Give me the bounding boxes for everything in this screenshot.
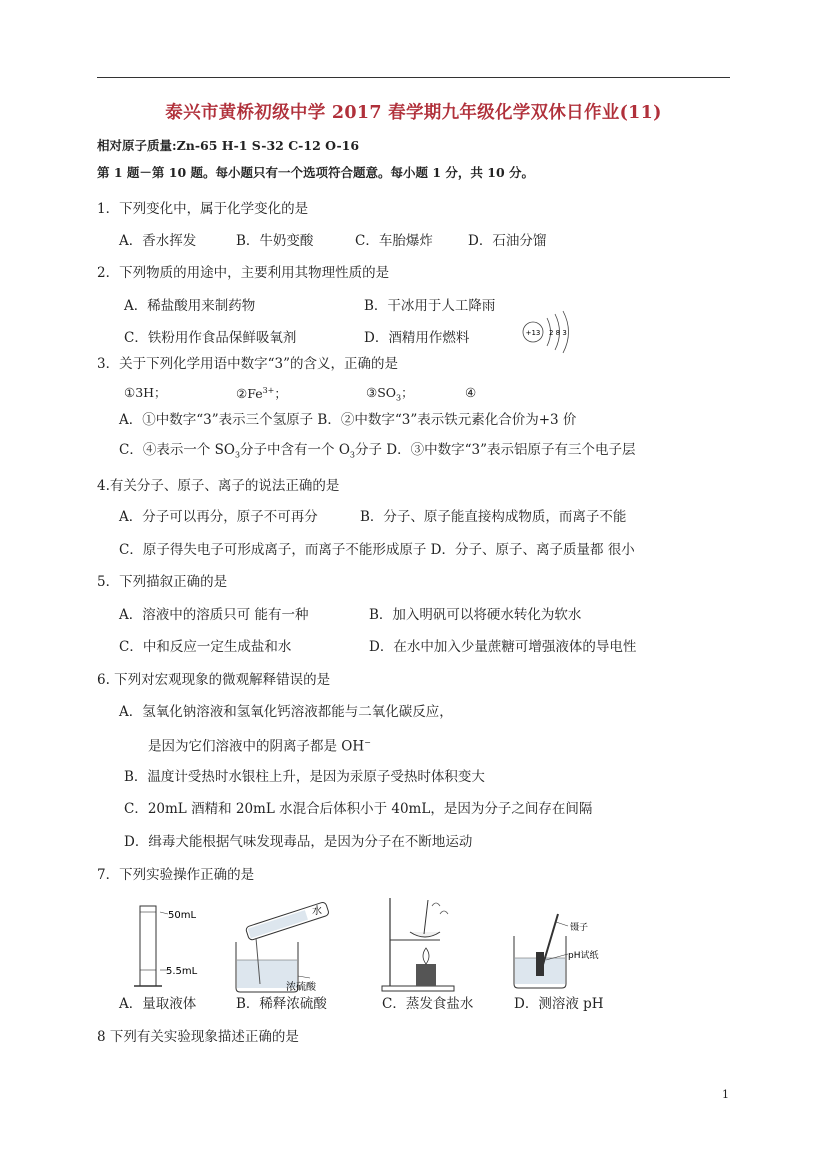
q6-stem: 6. 下列对宏观现象的微观解释错误的是 [97,672,331,688]
q7-option-d: D．测溶液 pH [514,996,604,1012]
atom-shells-label: 2 8 3 [549,329,567,337]
q7-stem: 7．下列实验操作正确的是 [97,867,255,883]
ph-paper-label: pH试纸 [568,951,599,961]
atom-nucleus-label: +13 [525,329,541,337]
figure-graduated-cylinder [124,900,214,995]
q1-option-d: D．石油分馏 [468,233,547,249]
q7-option-a: A．量取液体 [119,996,197,1012]
q2-option-a: A．稀盐酸用来制药物 [124,298,256,314]
q6-option-c: C．20mL 酒精和 20mL 水混合后体积小于 40mL，是因为分子之间存在间隔 [124,801,593,817]
q4-options-cd: C．原子得失电子可形成离子，而离子不能形成原子 D．分子、原子、离子质量都 很小 [119,542,635,558]
ph-tweezer-label: 镊子 [570,923,589,933]
q2-stem: 2．下列物质的用途中，主要利用其物理性质的是 [97,265,390,281]
q4-option-b: B．分子、原子能直接构成物质，而离子不能 [360,509,627,525]
q1-option-c: C．车胎爆炸 [355,233,433,249]
q3-options-cd: C．④表示一个 $SO_3$分子中含有一个 $O_3$分子 D．③中数字“3”表示铝原子有三个电子层 [119,442,636,460]
q6-option-a-line1: A．氢氧化钠溶液和氢氧化钙溶液都能与二氧化碳反应， [119,704,453,720]
figure-dilute-acid [228,898,348,995]
instructions: 第 1 题－第 10 题。每小题只有一个选项符合题意。每小题 1 分，共 10 分。 [97,165,535,180]
q1-stem: 1．下列变化中，属于化学变化的是 [97,201,309,217]
q6-option-d: D．缉毒犬能根据气味发现毒品，是因为分子在不断地运动 [124,834,473,850]
q3-symbol-3: $③SO_3$； [366,385,414,403]
q1-option-a: A．香水挥发 [119,233,197,249]
page-title: 泰兴市黄桥初级中学 2017 春学期九年级化学双休日作业(11) [165,103,662,123]
q6-option-b: B．温度计受热时水银柱上升，是因为汞原子受热时体积变大 [124,769,485,785]
q7-option-c: C．蒸发食盐水 [382,996,474,1012]
cylinder-bottom-label: 5.5mL [166,966,198,977]
atomic-masses: 相对原子质量:Zn-65 H-1 S-32 C-12 O-16 [97,138,360,153]
q3-options-ab: A．①中数字“3”表示三个氢原子 B．②中数字“3”表示铁元素化合价为+3 价 [119,412,577,428]
q7-option-b: B．稀释浓硫酸 [236,996,327,1012]
q4-stem: 4.有关分子、原子、离子的说法正确的是 [97,478,340,494]
page-number: 1 [722,1088,729,1101]
q2-option-c: C．铁粉用作食品保鲜吸氧剂 [124,330,297,346]
q6-option-a-line2: 是因为它们溶液中的阴离子都是 OH− [148,738,371,755]
q2-option-b: B．干冰用于人工降雨 [364,298,496,314]
q3-symbol-4: ④ [465,385,477,400]
atom-structure-diagram [520,310,580,354]
q4-option-a: A．分子可以再分，原子不可再分 [119,509,318,525]
q3-symbol-2: $②Fe^{3+}$； [236,386,287,402]
q5-option-d: D．在水中加入少量蔗糖可增强液体的导电性 [369,639,637,655]
dilute-water-label: 水 [312,906,322,917]
q1-option-b: B．牛奶变酸 [236,233,314,249]
figure-evaporation [380,890,460,995]
q5-option-a: A．溶液中的溶质只可 能有一种 [119,607,309,623]
q3-symbol-1: ①3H； [124,385,167,400]
dilute-acid-label: 浓硫酸 [286,982,316,993]
header-rule [97,77,730,78]
q8-stem: 8 下列有关实验现象描述正确的是 [97,1029,299,1045]
q3-stem: 3．关于下列化学用语中数字“3”的含义，正确的是 [97,356,398,372]
q2-option-d: D．酒精用作燃料 [364,330,470,346]
cylinder-top-label: 50mL [168,910,197,921]
q5-option-c: C．中和反应一定生成盐和水 [119,639,292,655]
q5-stem: 5．下列描叙正确的是 [97,574,228,590]
figure-ph-test [508,908,618,995]
q5-option-b: B．加入明矾可以将硬水转化为软水 [369,607,582,623]
